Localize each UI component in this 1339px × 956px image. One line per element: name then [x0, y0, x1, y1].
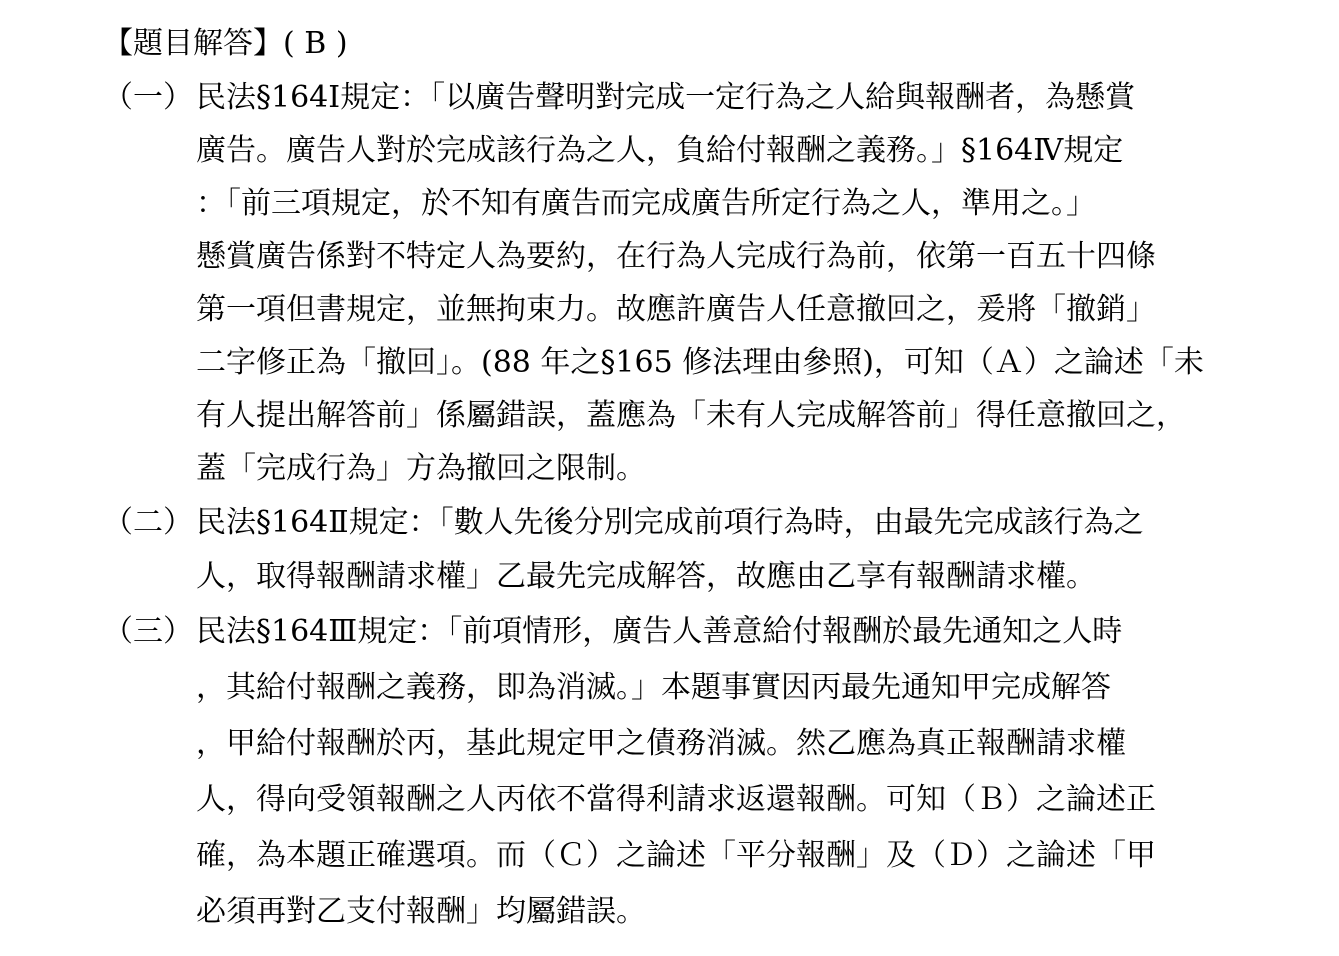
section-1-line-5: 第一項但書規定，並無拘束力。故應許廣告人任意撤回之，爰將「撤銷」: [196, 292, 1156, 327]
section-2-line-2: 人，取得報酬請求權」乙最先完成解答，故應由乙享有報酬請求權。: [196, 559, 1096, 594]
section-1-line-8: 蓋「完成行為」方為撤回之限制。: [196, 451, 646, 486]
section-1-marker: （一）: [103, 80, 193, 115]
section-3-line-3: ，甲給付報酬於丙，基此規定甲之債務消滅。然乙應為真正報酬請求權: [196, 726, 1126, 761]
section-2-line-1: 民法§164Ⅱ規定：「數人先後分別完成前項行為時，由最先完成該行為之: [196, 505, 1144, 540]
section-3-line-2: ，其給付報酬之義務，即為消滅。」本題事實因丙最先通知甲完成解答: [196, 670, 1111, 705]
section-1-line-1: 民法§164Ⅰ規定：「以廣告聲明對完成一定行為之人給與報酬者，為懸賞: [196, 80, 1136, 115]
section-1-line-2: 廣告。廣告人對於完成該行為之人，負給付報酬之義務。」§164Ⅳ規定: [196, 133, 1124, 168]
section-3-line-5: 確，為本題正確選項。而（Ｃ）之論述「平分報酬」及（Ｄ）之論述「甲: [196, 838, 1156, 873]
section-1-line-4: 懸賞廣告係對不特定人為要約，在行為人完成行為前，依第一百五十四條: [196, 239, 1156, 274]
section-1-line-3: ：「前三項規定，於不知有廣告而完成廣告所定行為之人，準用之。」: [196, 186, 1096, 221]
section-1-line-6: 二字修正為「撤回」。(88 年之§165 修法理由參照)，可知（Ａ）之論述「未: [196, 345, 1204, 380]
section-3-line-6: 必須再對乙支付報酬」均屬錯誤。: [196, 894, 646, 929]
section-3-marker: （三）: [103, 614, 193, 649]
answer-heading: 【題目解答】( B ): [103, 26, 348, 61]
section-1-line-7: 有人提出解答前」係屬錯誤，蓋應為「未有人完成解答前」得任意撤回之，: [196, 398, 1186, 433]
section-3-line-4: 人，得向受領報酬之人丙依不當得利請求返還報酬。可知（Ｂ）之論述正: [196, 782, 1156, 817]
section-2-marker: （二）: [103, 505, 193, 540]
section-3-line-1: 民法§164Ⅲ規定：「前項情形，廣告人善意給付報酬於最先通知之人時: [196, 614, 1123, 649]
